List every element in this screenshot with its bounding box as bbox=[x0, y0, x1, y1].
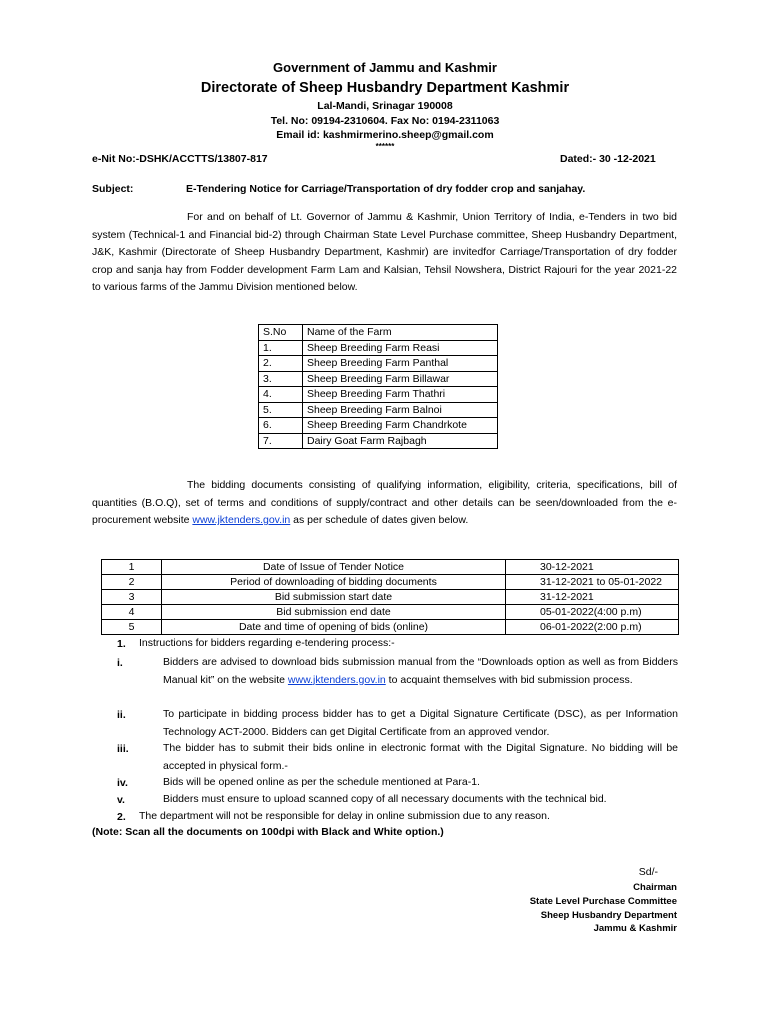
item-marker: i. bbox=[117, 657, 123, 669]
schedule-no: 5 bbox=[102, 620, 162, 635]
scan-note: (Note: Scan all the documents on 100dpi with Black and White option.) bbox=[92, 826, 444, 838]
farm-name: Dairy Goat Farm Rajbagh bbox=[303, 433, 498, 449]
schedule-event: Period of downloading of bidding documents bbox=[162, 575, 506, 590]
jktenders-link[interactable]: www.jktenders.gov.in bbox=[287, 673, 386, 686]
farm-sno: 6. bbox=[259, 418, 303, 434]
schedule-date: 05-01-2022(4:00 p.m) bbox=[506, 605, 679, 620]
signature-region: Jammu & Kashmir bbox=[593, 923, 677, 934]
table-row bbox=[259, 340, 498, 356]
instruction-item: Bidders must ensure to upload scanned copy of all necessary documents with the technical bid. bbox=[163, 793, 607, 805]
table-row bbox=[102, 560, 679, 575]
jktenders-link[interactable]: www.jktenders.gov.in bbox=[192, 514, 291, 526]
table-row bbox=[259, 387, 498, 403]
intro-paragraph bbox=[92, 209, 677, 297]
header-sno: S.No bbox=[259, 325, 303, 341]
table-row bbox=[102, 605, 679, 620]
signature-department: Sheep Husbandry Department bbox=[540, 910, 677, 921]
table-header-row bbox=[259, 325, 498, 341]
table-row bbox=[102, 620, 679, 635]
farm-sno: 7. bbox=[259, 433, 303, 449]
point-2-text: The department will not be responsible for delay in online submission due to any reason. bbox=[139, 810, 550, 822]
directorate-heading: Directorate of Sheep Husbandry Department Kashmir bbox=[200, 80, 570, 96]
dated: Dated:- 30 -12-2021 bbox=[560, 153, 656, 165]
table-row bbox=[102, 575, 679, 590]
point-number-2: 2. bbox=[117, 811, 126, 823]
enit-number: e-Nit No:-DSHK/ACCTTS/13807-817 bbox=[92, 153, 268, 165]
farm-name: Sheep Breeding Farm Thathri bbox=[303, 387, 498, 403]
farm-name: Sheep Breeding Farm Billawar bbox=[303, 371, 498, 387]
farm-sno: 1. bbox=[259, 340, 303, 356]
bidding-text-after: as per schedule of dates given below. bbox=[290, 514, 469, 526]
instruction-text-after: to acquaint themselves with bid submission process. bbox=[385, 673, 633, 686]
signature-committee: State Level Purchase Committee bbox=[529, 896, 677, 907]
separator-stars: ****** bbox=[375, 142, 395, 151]
instruction-item bbox=[163, 654, 678, 689]
phone-fax-line: Tel. No: 09194-2310604. Fax No: 0194-2311063 bbox=[270, 115, 500, 127]
email-line: Email id: kashmirmerino.sheep@gmail.com bbox=[276, 129, 494, 141]
instruction-text-before: Bidders are advised to download bids submission manual from the “Downloads option as well as from Bidders Manual kit” on the website bbox=[163, 656, 678, 686]
schedule-date: 30-12-2021 bbox=[506, 560, 679, 575]
intro-paragraph-text: For and on behalf of Lt. Governor of Jammu & Kashmir, Union Territory of India, e-Tenders in two bid system (Technical-1 and Financial bid-2) through Chairman State Level Purchase committee, Sheep Husbandry Department, J&K, Kashmir (Directorate of Sheep Husbandry Department, Kashmir) are invitedfor Carriage/Transportation of dry fodder crop and sanja hay from Fodder development Farm Lam and Kalsian, Tehsil Nowshera, District Rajouri for the year 2021-22 to various farms of the Jammu Division mentioned below. bbox=[92, 211, 677, 293]
table-row bbox=[259, 402, 498, 418]
schedule-no: 1 bbox=[102, 560, 162, 575]
farm-sno: 5. bbox=[259, 402, 303, 418]
farm-sno: 3. bbox=[259, 371, 303, 387]
item-marker: iii. bbox=[117, 743, 129, 755]
bidding-text-before: The bidding documents consisting of qualifying information, eligibility, criteria, specifications, bill of quantities (B.O.Q), set of terms and conditions of supply/contract and other details can be seen/downloaded from the e-procurement website bbox=[92, 479, 677, 526]
farm-sno: 4. bbox=[259, 387, 303, 403]
signature-sd: Sd/- bbox=[638, 866, 658, 878]
farms-table bbox=[258, 324, 498, 449]
schedule-date: 31-12-2021 bbox=[506, 590, 679, 605]
schedule-event: Bid submission end date bbox=[162, 605, 506, 620]
farm-name: Sheep Breeding Farm Reasi bbox=[303, 340, 498, 356]
bidding-documents-paragraph bbox=[92, 477, 677, 530]
table-row bbox=[259, 433, 498, 449]
subject-text: E-Tendering Notice for Carriage/Transportation of dry fodder crop and sanjahay. bbox=[186, 183, 586, 195]
instruction-item: To participate in bidding process bidder has to get a Digital Signature Certificate (DSC), as per Information Technology ACT-2000. Bidders can get Digital Certificate from an approved vendor. bbox=[163, 708, 678, 738]
farm-sno: 2. bbox=[259, 356, 303, 372]
item-marker: ii. bbox=[117, 709, 126, 721]
schedule-no: 2 bbox=[102, 575, 162, 590]
table-row bbox=[259, 418, 498, 434]
table-row bbox=[259, 356, 498, 372]
schedule-event: Date and time of opening of bids (online) bbox=[162, 620, 506, 635]
schedule-date: 31-12-2021 to 05-01-2022 bbox=[506, 575, 679, 590]
item-marker: v. bbox=[117, 794, 125, 806]
signature-chairman: Chairman bbox=[633, 882, 677, 893]
farm-name: Sheep Breeding Farm Panthal bbox=[303, 356, 498, 372]
schedule-event: Bid submission start date bbox=[162, 590, 506, 605]
item-marker: iv. bbox=[117, 777, 128, 789]
schedule-table bbox=[101, 559, 679, 635]
schedule-no: 4 bbox=[102, 605, 162, 620]
instruction-item: Bids will be opened online as per the schedule mentioned at Para-1. bbox=[163, 776, 480, 788]
schedule-date: 06-01-2022(2:00 p.m) bbox=[506, 620, 679, 635]
instruction-item: The bidder has to submit their bids online in electronic format with the Digital Signature. No bidding will be accepted in physical form.- bbox=[163, 742, 678, 772]
government-heading: Government of Jammu and Kashmir bbox=[273, 60, 497, 75]
address-line: Lal-Mandi, Srinagar 190008 bbox=[317, 100, 453, 112]
farm-name: Sheep Breeding Farm Balnoi bbox=[303, 402, 498, 418]
schedule-no: 3 bbox=[102, 590, 162, 605]
farm-name: Sheep Breeding Farm Chandrkote bbox=[303, 418, 498, 434]
point-number-1: 1. bbox=[117, 638, 126, 650]
subject-label: Subject: bbox=[92, 183, 134, 195]
schedule-event: Date of Issue of Tender Notice bbox=[162, 560, 506, 575]
table-row bbox=[259, 371, 498, 387]
header-farm-name: Name of the Farm bbox=[303, 325, 498, 341]
table-row bbox=[102, 590, 679, 605]
instructions-title: Instructions for bidders regarding e-tendering process:- bbox=[139, 637, 395, 649]
